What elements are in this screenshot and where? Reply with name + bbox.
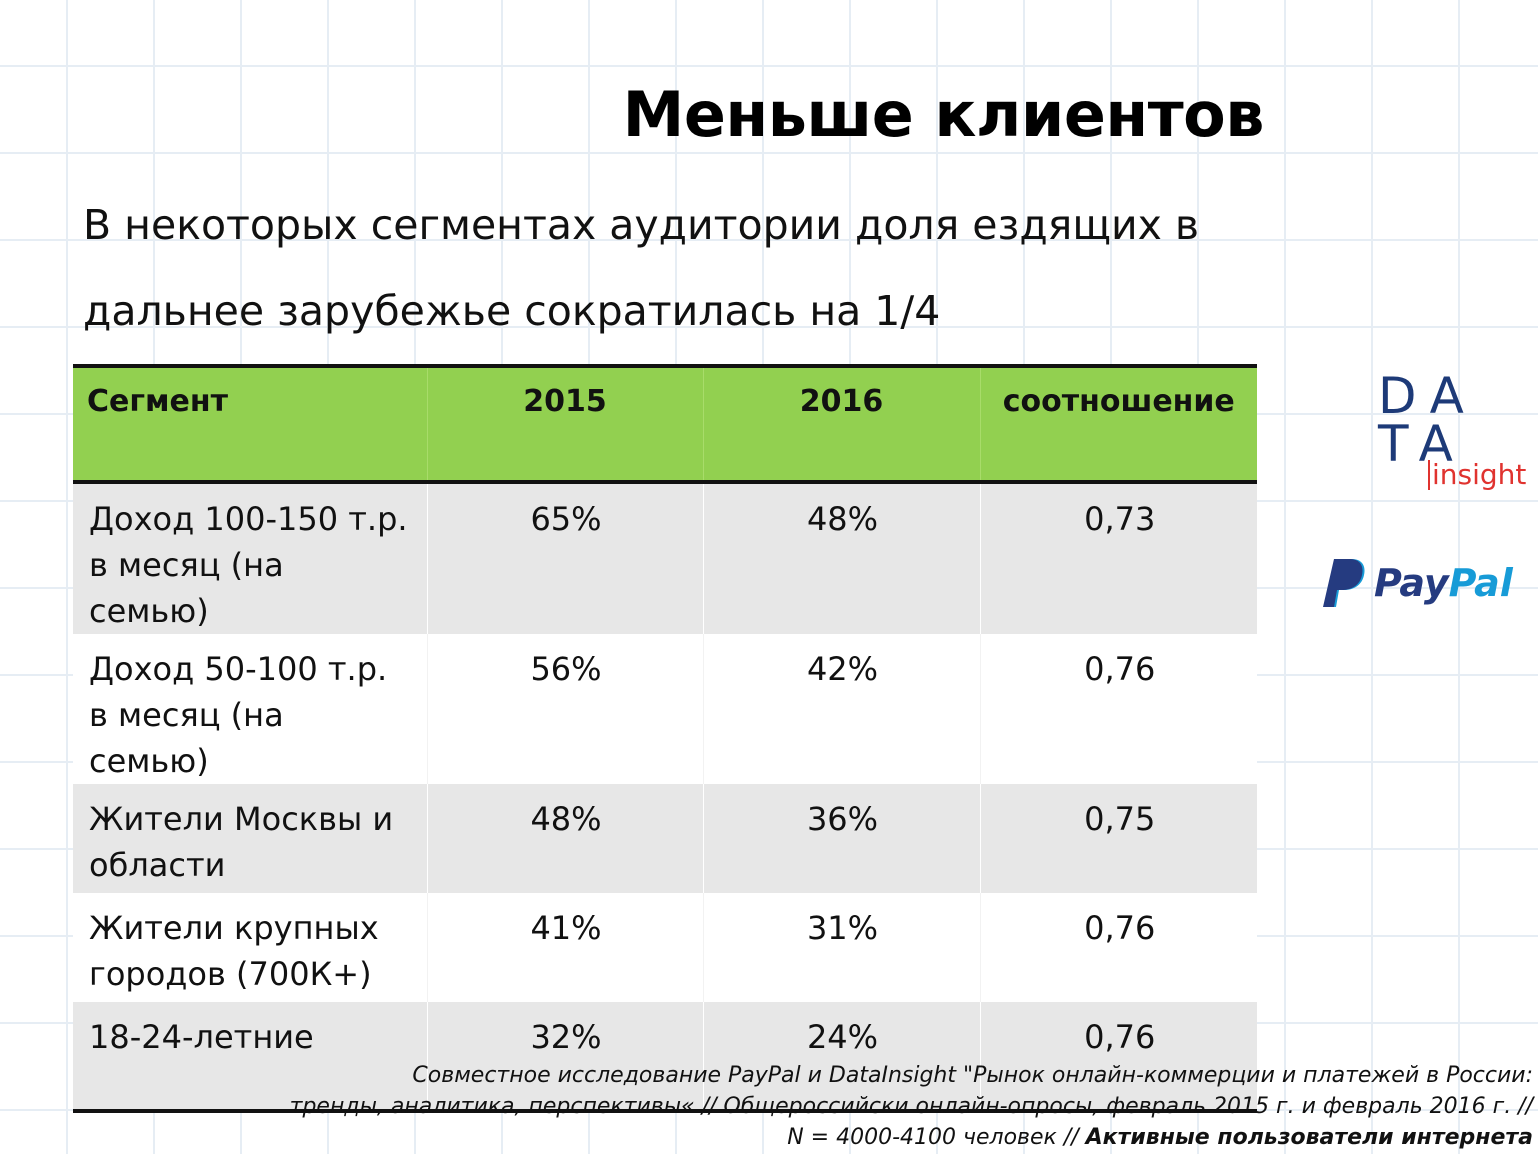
value-2015-cell: 32% — [427, 1002, 703, 1111]
paypal-wordmark-pal: Pal — [1448, 561, 1513, 605]
value-2015-cell: 65% — [427, 482, 703, 634]
datainsight-logo-sub: insight — [1428, 460, 1526, 490]
ratio-cell: 0,75 — [980, 784, 1257, 893]
segment-cell: Жители Москвы и области — [73, 784, 427, 893]
value-2016-cell: 31% — [703, 893, 980, 1002]
paypal-p-icon — [1322, 557, 1366, 609]
value-2015-cell: 56% — [427, 634, 703, 784]
segment-cell: Доход 100-150 т.р. в месяц (на семью) — [73, 482, 427, 634]
value-2016-cell: 24% — [703, 1002, 980, 1111]
table-row — [73, 784, 1257, 893]
segment-cell: 18-24-летние — [73, 1002, 427, 1111]
table-row — [73, 893, 1257, 1002]
ratio-cell: 0,76 — [980, 634, 1257, 784]
segment-cell: Доход 50-100 т.р. в месяц (на семью) — [73, 634, 427, 784]
segments-table — [73, 364, 1257, 1113]
column-header-segment: Сегмент — [73, 366, 427, 482]
value-2015-cell: 41% — [427, 893, 703, 1002]
paypal-wordmark — [1374, 561, 1513, 605]
page-title: Меньше клиентов — [622, 78, 1264, 151]
footnote-line-2: тренды, аналитика, перспективы« // Общероссийски онлайн-опросы, февраль 2015 г. и февраль 2016 г. // — [289, 1094, 1533, 1119]
datainsight-logo-line1: DA — [1378, 367, 1478, 425]
column-header-ratio: соотношение — [980, 366, 1257, 482]
value-2016-cell: 36% — [703, 784, 980, 893]
datainsight-logo-line2: TA — [1378, 415, 1467, 473]
footnote-sample-size: N = 4000-4100 человек // — [787, 1125, 1086, 1150]
column-header-2016: 2016 — [703, 366, 980, 482]
footnote-line-1: Совместное исследование PayPal и DataInsight "Рынок онлайн-коммерции и платежей в России: — [412, 1063, 1533, 1088]
ratio-cell: 0,73 — [980, 482, 1257, 634]
datainsight-logo — [1378, 367, 1538, 502]
footnote-audience: Активные пользователи интернета — [1085, 1125, 1533, 1150]
paypal-wordmark-pay: Pay — [1374, 561, 1449, 605]
value-2015-cell: 48% — [427, 784, 703, 893]
value-2016-cell: 48% — [703, 482, 980, 634]
source-footnote — [233, 1060, 1533, 1153]
ratio-cell: 0,76 — [980, 893, 1257, 1002]
table-row — [73, 634, 1257, 784]
segment-cell: Жители крупных городов (700К+) — [73, 893, 427, 1002]
column-header-2015: 2015 — [427, 366, 703, 482]
table-row — [73, 482, 1257, 634]
ratio-cell: 0,76 — [980, 1002, 1257, 1111]
table-header-row — [73, 366, 1257, 482]
paypal-logo — [1322, 555, 1532, 611]
footnote-line-3 — [233, 1122, 1533, 1153]
value-2016-cell: 42% — [703, 634, 980, 784]
page-subtitle: В некоторых сегментах аудитории доля ездящих в дальнее зарубежье сократилась на 1/4 — [83, 201, 1200, 335]
